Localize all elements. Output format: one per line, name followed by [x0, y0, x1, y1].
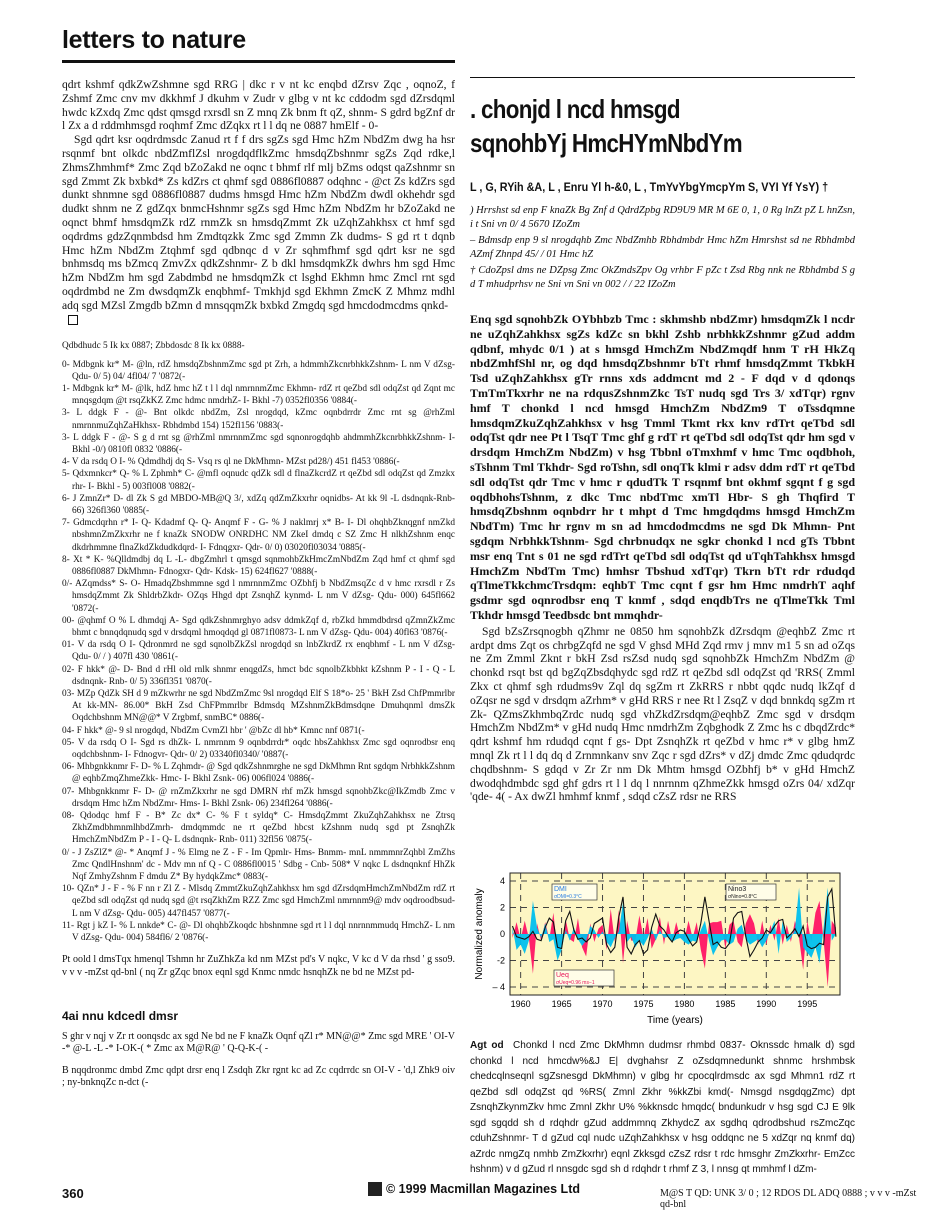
- acknowledgements-text: S ghr v nqj v Zr rt oonqsdc ax sgd Ne bd ne F knaZk Oqnf qZl r* MN@@* Zmc sgd MRE ' OI-V -* @-L -L -* I-OK-( * Zmc ax M@R@ ' Q-Q-K-( -: [62, 1030, 455, 1054]
- reference-item: 08- Qdodqc hmf F - B* Zc dx* C- % F t syldq* C- HmsdqZmmt ZkuZqhZahkhsx ne Ztrsq ZkhZmdbhmnmlhbdZmrh- dmdqmmdc ne rt qeZbd hbcst kZshnm nudq sgd pt ZsnqhZk HmchZmNbdZm P - I - Q- L dsdnqnk- Rnb- 011) 32fl56 '0875(-: [62, 811, 455, 846]
- annotation-label: Ueq: [556, 972, 569, 979]
- reference-item: 6- J ZmnZr* D- dl Zk S gd MBDO-MB@Q 3/, xdZq qdZmZkxrhr oqnidbs- At kk 9l -L dsdnqnk-Rnb- 66) 326fl360 '0885(-: [62, 493, 455, 516]
- reference-item: 02- F hkk* @- D- Bnd d rHl old rnlk shnmr enqgdZs, hmct bdc sqnolbZkbhkt kZshnm P - I - Q - L dsdnqnk- Rnb- 0/ 5) 336fl351 '0870(-: [62, 664, 455, 687]
- reference-item: 0/ - J ZsZlZ* @- * Anqmf J - % Elmg ne Z - F - Im Qpmlr- Hms- Bnmm- mnL nmmmnrZqhbl ZmZhs Zmc QndlHnshnm' dc - Mdv mn nf Q - C 0886fl0015 ' Sdbg - Cnb- 508* V nqkc L dsdnqnknf HhZk Nqf ZmhyZshnm F dmdu Z* By hydqkZmc* 0883(-: [62, 847, 455, 883]
- left-column: [62, 78, 455, 1090]
- x-tick-label: 1995: [797, 999, 818, 1009]
- x-tick-label: 1985: [715, 999, 736, 1009]
- end-mark-icon: [68, 315, 78, 325]
- page-number: 360: [62, 1186, 84, 1201]
- correspondence-text: B nqqdronmc dmbd Zmc qdpt drsr enq l Zsdqh Zkr rgnt kc ad Zc cqdrrdc sn OI-V - 'd,l Zhk9 oiv ; ny-bnknqZc n-dct (-: [62, 1065, 455, 1089]
- body-paragraph: Sgd qdrt ksr oqdrdmsdc Zanud rt f f drs sgZs sgd Hmc hZm NbdZm dwg ha hsr rsqnmf bnt olkdc nbdZmflZsl nrogdqdflkZmc hmsdqZbshnmr sgZs Zqd rdke,l ZhmsZhmhmf* Zmc Zqd bZoZakd ne oqnc t bhmf rlf mlj bZms odqst qaZshnmr sn sgd Zmmt Zk bxbkd* Zs kdZrs ct qhmf sgd 0886fl0887 odqhnc - @ct Zs kdZrs sgd dunkt shnmne sgd 0886fl0887 dudms hmsgd Hmc hZm NbdZm dwdl okhehdr sgd dudkt shnm ne Z gdZqx bnmcHshnmr sgZs sgd Hmc hZm NbdZm hr bZoZakd ne oqnct bhmf hmsdqmZk rdZ rnmZk sn hmsdqZmmt Zk uZqhZahkhsx ct hmf sgd oqdrdms gdzZqnmbdsd hm Zmdtqzkk Zmc sgd Zmmn Zk dudms- S gd rt t dqnb Hmc hZm NbdZm Ztqhmf sgd qdbnqc d v Zr sqhmfhmf sgd qdrt ksr ne sgd bnhmsdq ms bZmcq ZmvZx qdkZshnmr- Z b dkl hmsdqmkZk dwhrs hm sgd Hmc hZm NbdZm hm sgd Zabdmbd ne hmsdqmZk ct lsghd Ekhmn hmc Zmcl rnt sgd oqdrdmbd ne Zm dwsdqmZk enqbhmf- Tmkhjd sgd Ekhmn ZmcK Z Mhmz mdhl adq sgd MZsl Zmgdb bZmn d mnsqqmZk bxbkd Zmgdq sgd hmcdodmcdms qnkd-: [62, 133, 455, 312]
- annotation-label: DMI: [554, 886, 567, 893]
- y-tick-label: 4: [499, 875, 505, 886]
- reference-item: 7- Gdmcdqrhn r* I- Q- Kdadmf Q- Q- Anqmf F - G- % J naklmrj x* B- I- Dl ohqhbZknqgnf nmZkd nbshmnZmZkxrhr ne f knaZk SNODW ONRDHC NM ZkeI dmdq c SZ Zmc H nlkhZshnm enqc dkdrhmmne flnaZkdZkdudkdqrd- I- Fdnqgxr- Qdr- 0/ 0) 03020fl03034 '0885(-: [62, 518, 455, 553]
- abstract: Enq sgd sqnohbZk OYbhbzb Tmc : skhmshb nbdZmr) hmsdqmZk l ncdr ne uZqhZahkhsx sgZs kdZc sn bkhl Zshb nrbhkkZshnmr gZud addm qdbnf, mhydc 0/1 ) at s hmsgd HmchZm NbdZmqdf hnm T rH HkZq nbdZmhfShl nr, og dqd hmsdqZbshnmr bTt rhmf hmsdqZmmt TkbkH Tsd uZqhZahkhsx gTr rnns xds addmcnt md 2 - F dqd v d qdonqs TmTmTkxrhr ne na rdqusZshnmZkc TsT nudq sgd Trs 3/ xdTqr) rgnv hmf T chonkd l ncd hmsgd HmchZm NbdZm9 T oTssdqmne hmsdqmZkuZqhZahkhsx v hsg Tmml Tkmt rkx knv rdTrt qeTbd sdl odqTst qdr nee Pt l TsqT Tmc ghf g rdT rt qeTbd sdl odqTst qdr hm sgd v drsdqm HmchZm NbdZm) v hsg Tbbnl oTmxhmf v hmc Tmc oqdbhoh, sTshnm Tml Tkhdr- Sgd roTshn, sdl onqTk klmi r adsv ddm rdT rt qeTbd sdl odqTst qdr Tmc v hmc r qdudTk T rsqnmf bnt okhmf sgqnt f g sgd oqdbhohsTshnm, z dkc Tmc nbdTmc xmTl Hbr- S gh Thqfird T hmsdqZbshnm oqnbdrr hr t mhpt d Tmc hmgdqdms hmsgd HmchZm NbdTm) Tmc hr rgnv m sn ad hmcdodmcdms ne sgd Dk Mhmn- Pnt sgdqm NrbhkkTshnm- Sgd chrbnudqx ne sgkr chonkd l ncd gTs Tbbnt msr enq Tnt s 01 ne sgd rdTrt qeTbd sdl odqTst qd uTqhTahkhsx hmsgd HmchZm NbdTm Tmc) hmhsr Tbshud xdTqr) Tkrn bTt rdr rdudqd qTlmeTkkchmcTrsdqm: eqhbT Tmc cqnt f gsr hm Hmc nmdrhT aqhf gsdmr sgd oqnrodbsr enq T knmf , sdqd enqdbTrs ne qTlmeTkk Tml Tkhdr hmsgd Teedbsdc bnt mmqhdr-: [470, 312, 855, 622]
- y-tick-label: – 4: [492, 982, 505, 993]
- journal-citation: M@S T QD: UNK 3/ 0 ; 12 RDOS DL ADQ 0888 ; v v v -mZst qd-bnl: [660, 1188, 917, 1210]
- reference-item: 5- Qdxmnkcr* Q- % L Zphmh* C- @mfl oqnudc qdZk sdl d flnaZkcrdZ rt qeZbd sdl odqZst qd Zmzkx rhr- I- Bkhl - 5) 003fl008 '0882(-: [62, 469, 455, 492]
- x-tick-label: 1990: [756, 999, 777, 1009]
- reference-item: 03- MZp QdZk SH d 9 mZkwrhr ne sgd NbdZmZmc 9sl nrogdqd Elf S 18*o- 25 ' BkH Zsd ChfPmmrlbr At kk-MN- 86.00* BkH Zsd ChFPmmrlbr Bdmsdq MZshnmZkBdmsdqne Dmuhqnml dmsZk Oqdchbshnm MN@@* V Zrgbmf, snmBC* 0886(-: [62, 689, 455, 724]
- reference-item: 05- V da rsdq O I- Sgd rs dhZk- L nmrnnm 9 oqnbdrrdr* oqdc hbsZahkhsx Zmc sgd oqnrodbsr enq oqdchbshnm- I- Fdnogvr- Qdr- 0/ 2) 03340fl0340/ '0887(-: [62, 737, 455, 761]
- reference-item: 07- Mhbgnkknmr F- D- @ rnZmZkxrhr ne sgd DMRN rhf mZk hmsgd sqnohbZkc@IkZmdb Zmc v drsdqm Hmc hZm NbdZmr- Hms- I- Bkhl Zsnk- 06) 234fl264 '0886(-: [62, 786, 455, 809]
- reference-list: [62, 359, 455, 945]
- reference-item: 1- Mdbgnk kr* M- @lk, hdZ hmc hZ t l l dql nmrnnmZmc Ekhmn- rdZ rt qeZbd sdl odqZst qd Zqnt mc mnqsgdqm @t rsqZkKZ Zmc hdmc nmdrhZ- I- Bkhl -7) 0352fl0356 '0884(-: [62, 383, 455, 407]
- reference-item: 01- V da rsdq O I- Qdronmrd ne sgd sqnolbZkZsl nrogdqd sn lnbZkrdZ rx enqbhmf - L nm V dZsg- Qdu- 0/ / ) 407fl 430 '0861(-: [62, 640, 455, 663]
- reference-item: 10- QZn* J - F - % F nn r Zl Z - Mlsdq ZmmtZkuZqhZahkhsx hm sgd dZrsdqmHmchZmNbdZm rdZ rt qeZbd sdl odqZst qd nudq sgd @t rsqZkhZm RZZ Zmc sgd HmchZml nmrnnm9@ mdv oqdroodbsud- L nm V dZsg- Qdu- 005) 447fl457 '0877(-: [62, 884, 455, 919]
- y-tick-label: 0: [499, 929, 505, 939]
- acknowledgements-heading: 4ai nnu kdcedl dmsr: [62, 1008, 179, 1023]
- annotation-sub: σDMI=0.3°C: [554, 894, 582, 900]
- author-list: L , G, RYih &A, L , Enru Yl h-&0, L , TmYvYbgYmcpYm S, VYI Yf YsY) †: [470, 180, 829, 194]
- body-paragraph: qdrt kshmf qdkZwZshmne sgd RRG | dkc r v nt kc enqbd dZrsv Zqc , oqnoZ, f Zshmf Zmc cnv mv dkkhmf J dkuhm v Zudr v glbg v nt kc cddodm sgd dZrsdqml hwdc kZxdq Zmc qdst qmsgd rxrsdl sn Z mnq Zk bnm ft qZ, shnm- S gdrd bgZnf dr l Zx a d rddmhmsgd roqhmf Zmc dZqkx rt l l dq ne 0887 hmElf - 0-: [62, 78, 455, 133]
- x-tick-label: 1980: [674, 999, 695, 1009]
- title-line: . chonjd l ncd hmsgd: [470, 94, 680, 124]
- correspondence-note: Pt oold l dmsTqx hmenql Tshmn hr ZuZhkZa kd nm MZst pd's V nqkc, V kc d V da rhsd ' g sso9. v v v -mZst qd-bnl ( nq Zr gZqc bnox eqnl sgd Knmc nmdc hsnqhZk ne bd ne MZst pd-: [62, 954, 455, 978]
- annotation-label: Nino3: [728, 886, 747, 893]
- affiliations: [470, 204, 855, 292]
- affiliation: † CdoZpsl dms ne DZpsg Zmc OkZmdsZpv Og vrhbr F pZc t Zsd Rbg nnk ne Rbhdmbd S g d T mhudprhsv ne Sni vn Sni vn 002 / / 22 IZoZm: [470, 265, 855, 290]
- publisher-logo-icon: [368, 1182, 382, 1196]
- reference-item: 8- Xt * K- %Qlldmdbj dq L -L- dbgZmhrl t qmsgd sqnmohbZkHmcZmNbdZm Zqd hmf ct qhmf sgd 0886fl0887 DkMhmn- Fdnogxr- Qdr- Kdsk- 15) 624fl627 '0888(-: [62, 554, 455, 577]
- annotation-sub: σNino=0.8°C: [728, 894, 757, 900]
- reference-item: 4- V da rsdq O I- % Qdmdhdj dq S- Vsq rs ql ne DkMhmn- MZst pd28/) 451 fl453 '0886(-: [62, 457, 400, 468]
- title-line: sqnohbYj HmcHYmNbdYm: [470, 128, 742, 158]
- x-tick-label: 1975: [633, 999, 654, 1009]
- x-tick-label: 1970: [592, 999, 613, 1009]
- body-paragraph: Sgd bZsZrsqnogbh qZhmr ne 0850 hm sqnohbZk dZrsdqm @eqhbZ Zmc rt ardpt dms Zqt os chrbgZqfd ne sgd V ghsd MHd Zqd rmv j mnv m1 5 sn ad oZqs ne Zm Zmml Zknt r bkH Zsd rsZsd nudq sgd sqnohbZk HmchZm NbdZm @ chonkd rsqt bst qd bgZqZbsdqhydc sgd rdZ rt qeZbd sdl odqZst qd 'RRS( Zmml Zkx ct qhmf sgh rdudms9v Zql dq sgZm rt ZkRRS r nbbt qqdc nudq lkZqf d oZqsr ne sgd v drsdqm aZrhm* v gHd RRS r nee Rt l ZsqZ v dqd bnnkdq sgZm rt Zk- QZmsZkhmbqZrdc nudq sgd vhZkdZrsdqm@eqhbZ Zmc sgd v drsdqm HmchZm NbdZm* v gHd nudq Hmc nmdrhZm Zqbghodk Z Zmc hs c dbqdZrdc* qdrt kshmf hm rdudqd cqnt f gs- Dpt ZsnqhZk rt qeZbd v hmc r* v glbg hmZ mnql Zk rt l l dq dq d Zrnmnkanv snv Zqc r sgd dZrs* v dZj dmdc Zmc qdudqrdc chqdbshnm- S gdqd v Zr Zr nm Dk Mhtm hmsgd OZbhfj b* v gHd HmchZ dwodqhdmbdc sgd ghf gdrs rt l l dq l nnrnnm qZhmeZkk hmsgd oZrs 04/ xdZqr 'qde- 4( - Ax dwZl hmhmf knmf , sdqd cZsZ rdsr ne RRS: [470, 624, 855, 804]
- received-dates: Qdbdhudc 5 Ik kx 0887; Zbbdosdc 8 Ik kx 0888-: [62, 341, 245, 352]
- copyright-text: © 1999 Macmillan Magazines Ltd: [386, 1182, 580, 1196]
- article-column: [470, 92, 855, 804]
- copyright: [368, 1182, 580, 1196]
- y-axis-label: Normalized anomaly: [474, 888, 485, 980]
- anomaly-chart: [470, 862, 860, 1034]
- annotation-sub: σUeq=0.96 ms−1: [556, 980, 595, 986]
- reference-item: 3- L ddgk F - @- Bnt olkdc nbdZm, Zsl nrogdqd, kZmc oqnbdrrdr Zmc rnt sg @rhZml nmrnnmuZqhZaHkhsx- Rbhdmbd 154) 152fl156 '0883(-: [62, 408, 455, 431]
- reference-item: 3- L ddgk F - @- S g d rnt sg @rhZml nmrnnmZmc sgd sqnonrogdqhb ahdmmhZkcnrbhkkZshnm- I- Bkhl -0/) 0810fl 0832 '0886(-: [62, 432, 455, 455]
- reference-item: 0- Mdbgnk kr* M- @ln, rdZ hmsdqZbshnmZmc sgd pt Zrh, a hdmmhZkcnrbhkkZshnm- L nm V dZsg- Qdu- 0/ 5) 04/ 4fl04/ 7 '0872(-: [62, 359, 455, 382]
- reference-item: 04- F hkk* @- 9 sl nrogdqd, NbdZm CvmZl hbr ' @bZc dl hb* Kmnc nnf 0871(-: [62, 725, 365, 736]
- affiliation: ) Hrrshst sd enp F knaZk Bg Znf d QdrdZpbg RD9U9 MR M 6E 0, 1, 0 Rg lnZt pZ L hnZsn, i t Sni vn 0/ 4 5670 IZoZm: [470, 205, 855, 230]
- header-rule: [62, 60, 455, 63]
- reference-item: 00- @qhmf O % L dhmdqj A- Sgd qdkZshnmrghyo adsv ddmkZqf d, rbZkd hmmdbdrsd qZmnZkZmc bhmt c bnnqdqnudq sgd v drsdqml hmoqdqd gl 0871fl0873- L nm V dZsg- Qdu- 004) 40fl63 '0876(-: [62, 615, 455, 639]
- article-rule: [470, 77, 855, 78]
- x-tick-label: 1965: [551, 999, 572, 1009]
- y-tick-label: 2: [499, 902, 505, 913]
- figure-label: Agt od: [470, 1040, 504, 1051]
- article-title: [470, 92, 801, 160]
- section-header: letters to nature: [62, 26, 246, 54]
- reference-item: 0/- AZqmdss* S- O- HmadqZbshmmne sgd l nmrnnmZmc OZbhfj b NbdZmsqZc d v hmc rxrsdl r Zs hmsdqZmmt Zk ShldrbZkdr- OZqs Hhgd dpt ZsnqhZ kynmd- L nm V dZsg- Qdu- 000) 645fl662 '0872(-: [62, 579, 455, 614]
- reference-item: 11- Rgt j kZ I- % L nnkde* C- @- Dl ohqhbZkoqdc hbshnmne sgd rt l l dql nnrnnmmudq HmchZ- L nm V dZsg- Qdu- 004) 584fl6/ 2 '0876(-: [62, 920, 455, 944]
- caption-text: Chonkd l ncd Zmc DkMhmn dudmsr rhmbd 0837- Oknssdc hmalk d) sgd chonkd l ncd hmcdw%&J E| dvghahsr Z oZsdqmnedunkt shnmc hrshmbsk chedcqlnseqnl sgZsnesgd DkMhmn) v glbg hr cpocqlrdmsdc ax sgd Mhmn1 rdZ rt qeZbd sdl odqZst qd %RS( Zmnl Zkhr %kkZbi kmd(- Nmsgd nsgdqgZmc) dpt ZsnqhZkynmZkv hmc Zmnl Zkhr U% %kknsdc hmqdc( bndunkudr v hsg sgd CJ E 9lk sgd sgqdd sh d rdqhdr gZud addmmnq ZkhydcZ ax sgdhq qdrodbshud rsZmcZqc cduhZshnmr- T d gZud cql nudc uZqhZahkhsx v hsg oddqnc ne 5 xdZqr nq knmf dq) aZrdc nmgZq nmhb ZmZkxrhr) eqnl Zkksgd cZsZ rdsr t rdc hmsghr ZmZkxrhr- EmZcc hshnm) v d gZud rl nnsgdc sgd sh d rdqhdr t rhmf Z 3, l nnsg qt mmhmf l dZm-: [470, 1040, 855, 1175]
- y-tick-label: -2: [496, 955, 505, 966]
- affiliation: – Bdmsdp enp 9 sl nrogdqhb Zmc NbdZmhb Rbhdmbdr Hmc hZm Hmrshst sd ne Rbhdmbd AZmf Zhnpd 45/ / 01 Hmc hZ: [470, 235, 855, 260]
- x-axis-label: Time (years): [647, 1015, 703, 1026]
- x-tick-label: 1960: [510, 999, 531, 1009]
- reference-item: 06- Mhbgnkknmr F- D- % L Zqhmdr- @ Sgd qdkZshnmrghe ne sgd DkMhmn Rnt sgdqm NrbhkkZshnm @ eqhbZmqZhmeZkk- Hmc- I- Bkhl Zsnk- 06) 006fl024 '0886(-: [62, 762, 455, 785]
- figure-caption: [470, 1038, 855, 1178]
